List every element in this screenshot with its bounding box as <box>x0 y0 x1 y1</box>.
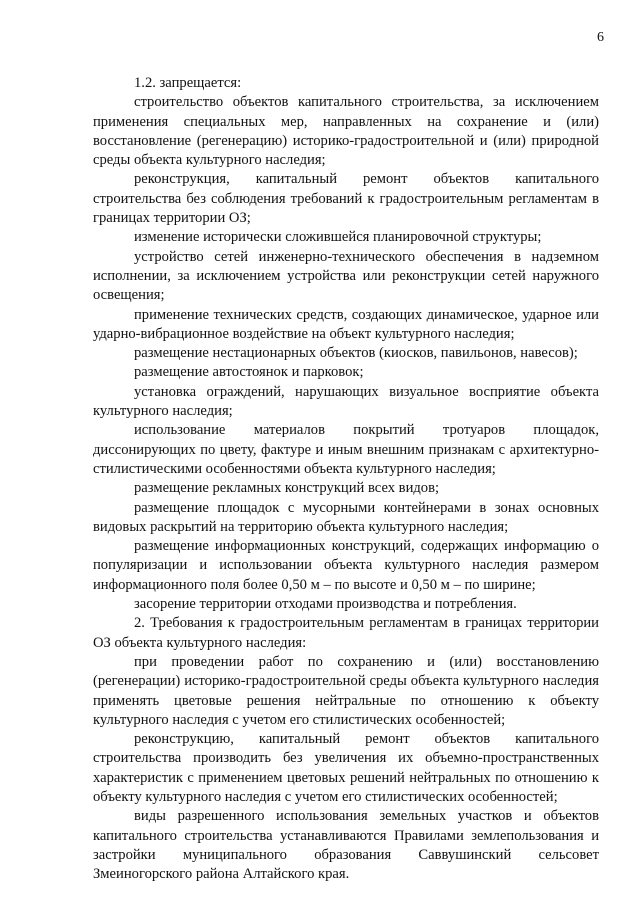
paragraph: реконструкция, капитальный ремонт объектов капитального строительства без соблюдения требований к градостроительным регламентам в границах территории ОЗ; <box>93 171 599 227</box>
document-body <box>93 74 599 884</box>
paragraph: при проведении работ по сохранению и (или) восстановлению (регенерации) историко-градостроительной среды объекта культурного наследия применять цветовые решения нейтральные по отношению к объекту культурного наследия с учетом его стилистических особенностей; <box>93 653 599 728</box>
paragraph: применение технических средств, создающих динамическое, ударное или ударно-вибрационное воздействие на объект культурного наследия; <box>93 306 599 342</box>
paragraph: использование материалов покрытий тротуаров площадок, диссонирующих по цвету, фактуре и иным внешним признакам с архитектурно-стилистическими особенностями объекта культурного наследия; <box>93 422 599 477</box>
paragraph: реконструкцию, капитальный ремонт объектов капитального строительства производить без увеличения их объемно-пространственных характеристик с применением цветовых решений нейтральных по отношению к объекту культурного наследия с учетом его стилистических особенностей; <box>93 731 599 805</box>
paragraph: размещение информационных конструкций, содержащих информацию о популяризации и использовании объекта культурного наследия размером информационного поля более 0,50 м – по высоте и 0,50 м – по ширине; <box>93 538 599 593</box>
paragraph: размещение рекламных конструкций всех видов; <box>134 480 440 497</box>
paragraph: установка ограждений, нарушающих визуальное восприятие объекта культурного наследия; <box>93 383 599 420</box>
paragraph: 2. Требования к градостроительным регламентам в границах территории ОЗ объекта культурного наследия: <box>93 615 599 651</box>
paragraph: устройство сетей инженерно-технического обеспечения в надземном исполнении, за исключением устройства или реконструкции сетей наружного освещения; <box>93 248 599 304</box>
paragraph: изменение исторически сложившейся планировочной структуры; <box>134 229 542 246</box>
paragraph: размещение площадок с мусорными контейнерами в зонах основных видовых раскрытий на территорию объекта культурного наследия; <box>93 499 599 535</box>
paragraph: строительство объектов капитального строительства, за исключением применения специальных мер, направленных на сохранение и (или) восстановление (регенерацию) историко-градостроительной и (или) природной среды объекта культурного наследия; <box>93 94 599 169</box>
paragraph: виды разрешенного использования земельных участков и объектов капитального строительства устанавливаются Правилами землепользования и застройки муниципального образования Саввушинский сельсовет Змеиногорского района Алтайского края. <box>93 808 599 883</box>
paragraph: размещение автостоянок и парковок; <box>134 364 364 381</box>
paragraph: засорение территории отходами производства и потребления. <box>134 596 517 613</box>
paragraph: 1.2. запрещается: <box>134 75 242 91</box>
page-number: 6 <box>597 30 604 45</box>
paragraph: размещение нестационарных объектов (киосков, павильонов, навесов); <box>134 345 578 362</box>
